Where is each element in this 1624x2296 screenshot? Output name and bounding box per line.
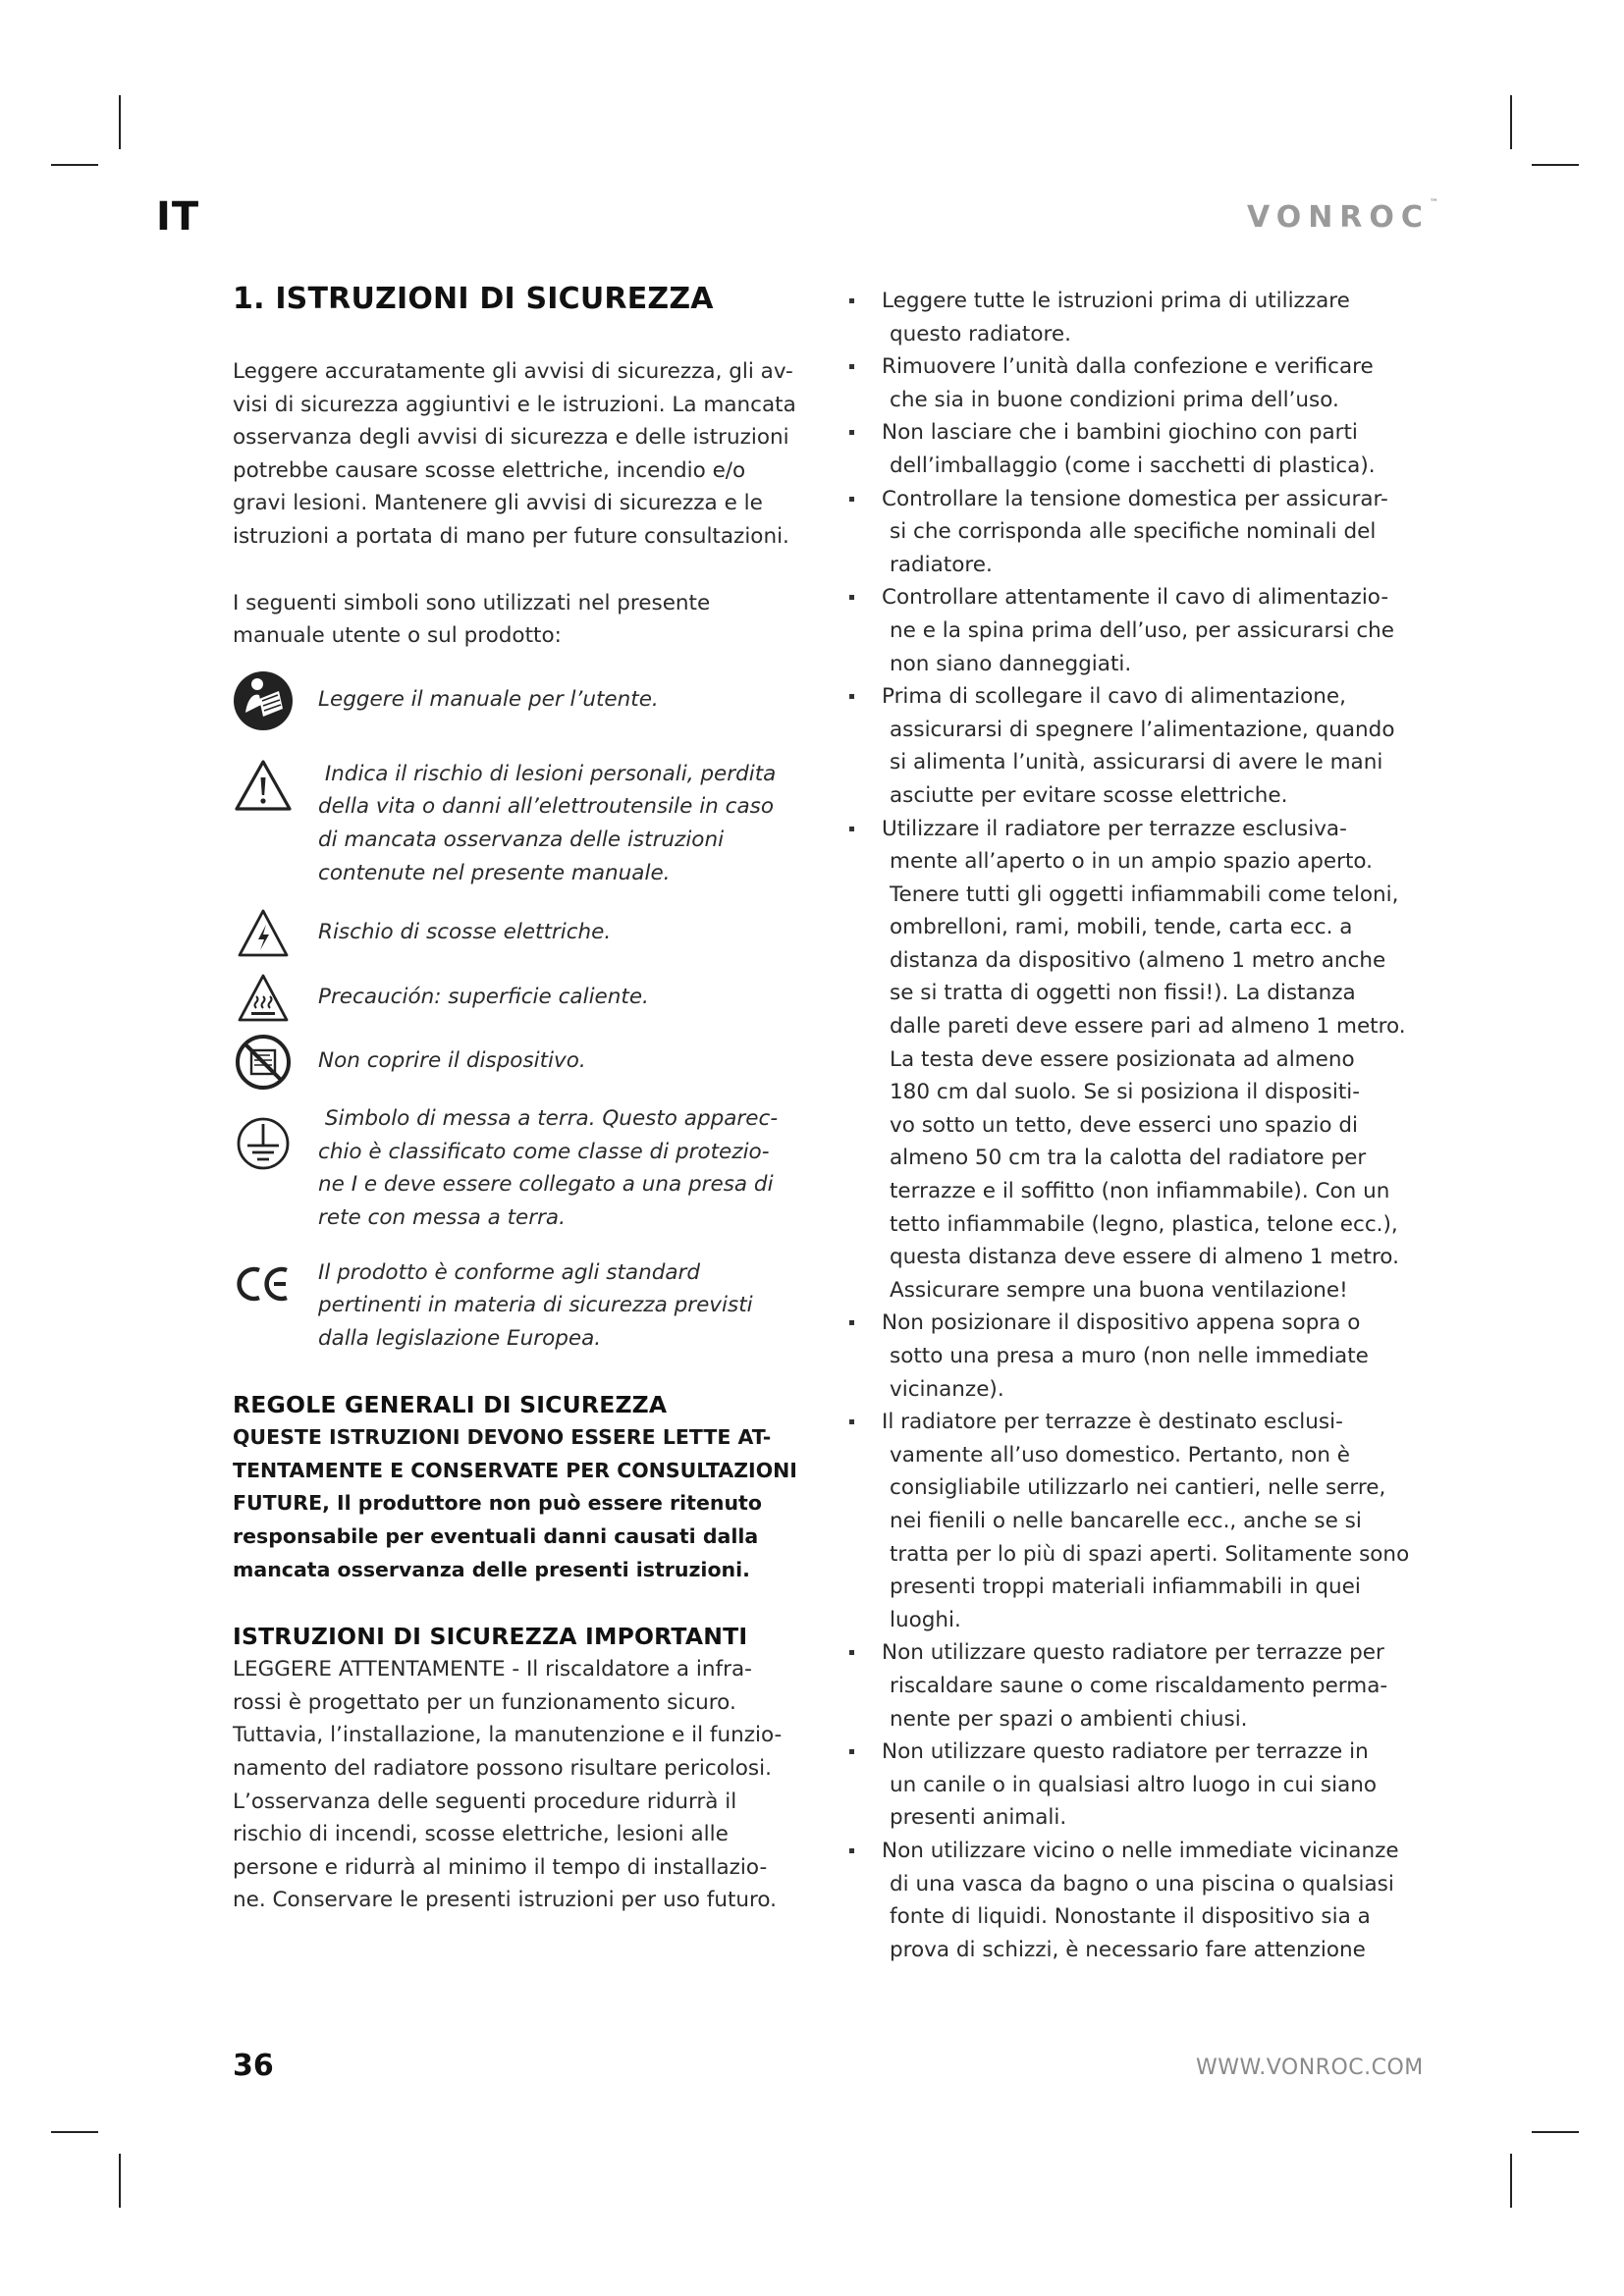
general-rules-text: QUESTE ISTRUZIONI DEVONO ESSERE LETTE AT- TENTAMENTE E CONSERVATE PER CONSULTAZIONI FUTURE, Il produttore non può essere ritenuto responsabile per eventuali danni causati dalla mancata osservanza delle presenti istruzioni. bbox=[233, 1425, 797, 1581]
page-number: 36 bbox=[233, 2049, 274, 2083]
safety-bullet bbox=[849, 1735, 1448, 1835]
symbol-row-earth-ground bbox=[233, 1102, 822, 1234]
safety-bullet-line: se si tratta di oggetti non fissi!). La distanza bbox=[890, 981, 1356, 1006]
crop-mark bbox=[51, 164, 98, 166]
read-manual-icon bbox=[228, 669, 298, 732]
safety-bullet-line: vamente all’uso domestico. Pertanto, non è bbox=[890, 1442, 1351, 1468]
safety-bullet-line: Rimuovere l’unità dalla confezione e verificare bbox=[882, 354, 1374, 380]
safety-bullet-line: riscaldare saune o come riscaldamento perma- bbox=[890, 1673, 1388, 1698]
intro-line: visi di sicurezza aggiuntivi e le istruzioni. La mancata bbox=[233, 392, 796, 417]
safety-bullet-line: luoghi. bbox=[890, 1607, 961, 1632]
safety-bullet-line: Controllare la tensione domestica per assicurar- bbox=[882, 486, 1388, 511]
intro-line: gravi lesioni. Mantenere gli avvisi di sicurezza e le bbox=[233, 491, 763, 516]
safety-bullet-line: Assicurare sempre una buona ventilazione! bbox=[890, 1277, 1348, 1303]
safety-bullet-line: Utilizzare il radiatore per terrazze esclusiva- bbox=[882, 816, 1347, 841]
intro-line: osservanza degli avvisi di sicurezza e delle istruzioni bbox=[233, 425, 789, 451]
safety-bullet-line: questa distanza deve essere di almeno 1 metro. bbox=[890, 1245, 1399, 1270]
safety-bullet-line: vo sotto un tetto, deve esserci uno spazio di bbox=[890, 1112, 1358, 1138]
symbol-row-electric-shock bbox=[233, 908, 822, 959]
safety-bullet-line: Tenere tutti gli oggetti infiammabili come teloni, bbox=[890, 881, 1399, 907]
crop-mark bbox=[1510, 2154, 1512, 2208]
safety-bullet-line: ombrelloni, rami, mobili, tende, carta ecc. a bbox=[890, 915, 1353, 940]
symbol-description: Non coprire il dispositivo. bbox=[318, 1048, 586, 1074]
symbol-row-ce-mark bbox=[233, 1256, 822, 1356]
safety-bullet-line: tetto infiammabile (legno, plastica, telone ecc.), bbox=[890, 1211, 1398, 1237]
safety-bullet bbox=[849, 1636, 1448, 1735]
safety-bullet-line: terrazze e il soffitto (non infiammabile). Con un bbox=[890, 1179, 1390, 1204]
symbol-description: Indica il rischio di lesioni personali, perdita della vita o danni all’elettroutensile in caso di mancata osservanza delle istruzioni contenute nel presente manuale. bbox=[318, 761, 777, 885]
safety-bullet-line: Leggere tutte le istruzioni prima di utilizzare bbox=[882, 289, 1350, 313]
safety-bullet-line: La testa deve essere posizionata ad almeno bbox=[890, 1046, 1355, 1072]
crop-mark bbox=[1532, 2131, 1579, 2133]
safety-bullet-line: fonte di liquidi. Nonostante il dispositivo sia a bbox=[890, 1904, 1371, 1930]
language-code: IT bbox=[156, 194, 200, 240]
symbol-description: Simbolo di messa a terra. Questo apparec- chio è classificato come classe di protezio- ne I e deve essere collegato a una presa di rete con messa a terra. bbox=[318, 1106, 779, 1230]
do-not-cover-icon bbox=[228, 1034, 298, 1091]
safety-bullet-line: Prima di scollegare il cavo di alimentazione, bbox=[882, 684, 1346, 710]
intro-line: istruzioni a portata di mano per future consultazioni. bbox=[233, 523, 789, 549]
safety-bullet bbox=[849, 483, 1448, 582]
ce-mark-icon bbox=[228, 1256, 298, 1304]
symbol-row-hot-surface bbox=[233, 973, 822, 1024]
section-title: 1. ISTRUZIONI DI SICUREZZA bbox=[233, 282, 714, 316]
right-column bbox=[849, 285, 1448, 1966]
safety-bullet-line: dalle pareti deve essere pari ad almeno 1 metro. bbox=[890, 1014, 1406, 1040]
crop-mark bbox=[1510, 95, 1512, 149]
safety-bullet bbox=[849, 416, 1448, 482]
symbol-description: Il prodotto è conforme agli standard pertinenti in materia di sicurezza previsti dalla legislazione Europea. bbox=[318, 1259, 753, 1351]
earth-ground-icon bbox=[228, 1102, 298, 1171]
crop-mark bbox=[1532, 164, 1579, 166]
symbol-row-read-manual bbox=[233, 669, 822, 732]
safety-bullet-line: assicurarsi di spegnere l’alimentazione, quando bbox=[890, 717, 1395, 742]
safety-bullet-line: nei fienili o nelle bancarelle ecc., anche se si bbox=[890, 1508, 1362, 1533]
safety-bullet bbox=[849, 1307, 1448, 1406]
safety-bullet-line: mente all’aperto o in un ampio spazio aperto. bbox=[890, 849, 1373, 875]
safety-bullet bbox=[849, 680, 1448, 812]
safety-bullet-line: prova di schizzi, è necessario fare attenzione bbox=[890, 1937, 1366, 1962]
safety-bullet-line: asciutte per evitare scosse elettriche. bbox=[890, 782, 1288, 808]
safety-bullet-line: si alimenta l’unità, assicurarsi di avere le mani bbox=[890, 750, 1383, 775]
hot-surface-icon bbox=[228, 973, 298, 1024]
safety-bullet-line: presenti troppi materiali infiammabili in quei bbox=[890, 1575, 1361, 1600]
safety-bullet-line: radiatore. bbox=[890, 552, 993, 577]
safety-bullet-line: sotto una presa a muro (non nelle immediate bbox=[890, 1344, 1369, 1368]
symbol-description: Precaución: superficie caliente. bbox=[318, 985, 649, 1010]
symbol-row-warning bbox=[233, 752, 822, 889]
safety-bullet-line: di una vasca da bagno o una piscina o qualsiasi bbox=[890, 1871, 1394, 1896]
safety-bullet bbox=[849, 1406, 1448, 1636]
intro-line: potrebbe causare scosse elettriche, incendio e/o bbox=[233, 457, 746, 483]
safety-bullet-line: non siano danneggiati. bbox=[890, 651, 1132, 676]
safety-bullet bbox=[849, 581, 1448, 680]
left-column bbox=[233, 280, 822, 1917]
brand-logo: VONROC™ bbox=[1247, 198, 1438, 235]
safety-bullet-line: questo radiatore. bbox=[890, 321, 1071, 347]
safety-bullet-line: Non lasciare che i bambini giochino con parti bbox=[882, 420, 1358, 446]
safety-bullet-line: Il radiatore per terrazze è destinato esclusi- bbox=[882, 1410, 1343, 1435]
intro-line: Leggere accuratamente gli avvisi di sicurezza, gli av- bbox=[233, 359, 793, 384]
safety-bullet bbox=[849, 350, 1448, 416]
symbol-description: Leggere il manuale per l’utente. bbox=[318, 686, 659, 712]
safety-bullet bbox=[849, 1835, 1448, 1966]
intro-paragraph bbox=[233, 355, 822, 554]
safety-bullet bbox=[849, 285, 1448, 350]
website-url: WWW.VONROC.COM bbox=[1196, 2056, 1424, 2080]
safety-bullet-line: dell’imballaggio (come i sacchetti di plastica). bbox=[890, 453, 1376, 478]
safety-bullet-line: consigliabile utilizzarlo nei cantieri, nelle serre, bbox=[890, 1475, 1386, 1501]
crop-mark bbox=[51, 2131, 98, 2133]
important-instructions-heading: ISTRUZIONI DI SICUREZZA IMPORTANTI bbox=[233, 1623, 748, 1651]
safety-bullet-line: distanza da dispositivo (almeno 1 metro anche bbox=[890, 947, 1386, 973]
warning-icon bbox=[228, 752, 298, 813]
symbols-intro bbox=[233, 587, 822, 653]
crop-mark bbox=[119, 2154, 121, 2208]
electric-shock-icon bbox=[228, 908, 298, 959]
safety-bullet-line: nente per spazi o ambienti chiusi. bbox=[890, 1706, 1248, 1732]
safety-bullet-line: Non utilizzare questo radiatore per terrazze in bbox=[882, 1739, 1369, 1765]
crop-mark bbox=[119, 95, 121, 149]
safety-bullet-line: che sia in buone condizioni prima dell’uso. bbox=[890, 387, 1339, 412]
important-instructions-text: LEGGERE ATTENTAMENTE - Il riscaldatore a infra- rossi è progettato per un funzionamento sicuro. Tuttavia, l’installazione, la manutenzione e il funzio- namento del radiatore possono risultare pericolosi. L’osservanza delle seguenti procedure ridurrà il rischio di incendi, scosse elettriche, lesioni alle persone e ridurrà al minimo il tempo di installazio- ne. Conservare le presenti istruzioni per uso futuro. bbox=[233, 1657, 783, 1913]
symbol-description: Rischio di scosse elettriche. bbox=[318, 920, 612, 945]
safety-bullet-line: vicinanze). bbox=[890, 1376, 1004, 1402]
safety-bullet-line: ne e la spina prima dell’uso, per assicurarsi che bbox=[890, 617, 1394, 643]
safety-bullet-line: Non posizionare il dispositivo appena sopra o bbox=[882, 1310, 1361, 1336]
safety-bullet-line: presenti animali. bbox=[890, 1805, 1067, 1831]
symbols-intro-line: manuale utente o sul prodotto: bbox=[233, 623, 562, 649]
safety-bullet-line: Non utilizzare vicino o nelle immediate vicinanze bbox=[882, 1838, 1399, 1863]
safety-bullet-line: almeno 50 cm tra la calotta del radiatore per bbox=[890, 1146, 1367, 1171]
symbol-row-do-not-cover bbox=[233, 1034, 822, 1091]
safety-bullet-line: si che corrisponda alle specifiche nominali del bbox=[890, 519, 1377, 545]
safety-bullet-line: Controllare attentamente il cavo di alimentazio- bbox=[882, 585, 1389, 611]
general-rules-heading: REGOLE GENERALI DI SICUREZZA bbox=[233, 1391, 668, 1419]
safety-bullet-line: tratta per lo più di spazi aperti. Solitamente sono bbox=[890, 1541, 1410, 1567]
safety-bullet-line: Non utilizzare questo radiatore per terrazze per bbox=[882, 1640, 1384, 1666]
safety-bullet bbox=[849, 813, 1448, 1308]
symbols-intro-line: I seguenti simboli sono utilizzati nel presente bbox=[233, 590, 711, 615]
safety-bullet-line: 180 cm dal suolo. Se si posiziona il dispositi- bbox=[890, 1080, 1360, 1105]
safety-bullet-line: un canile o in qualsiasi altro luogo in cui siano bbox=[890, 1772, 1378, 1797]
